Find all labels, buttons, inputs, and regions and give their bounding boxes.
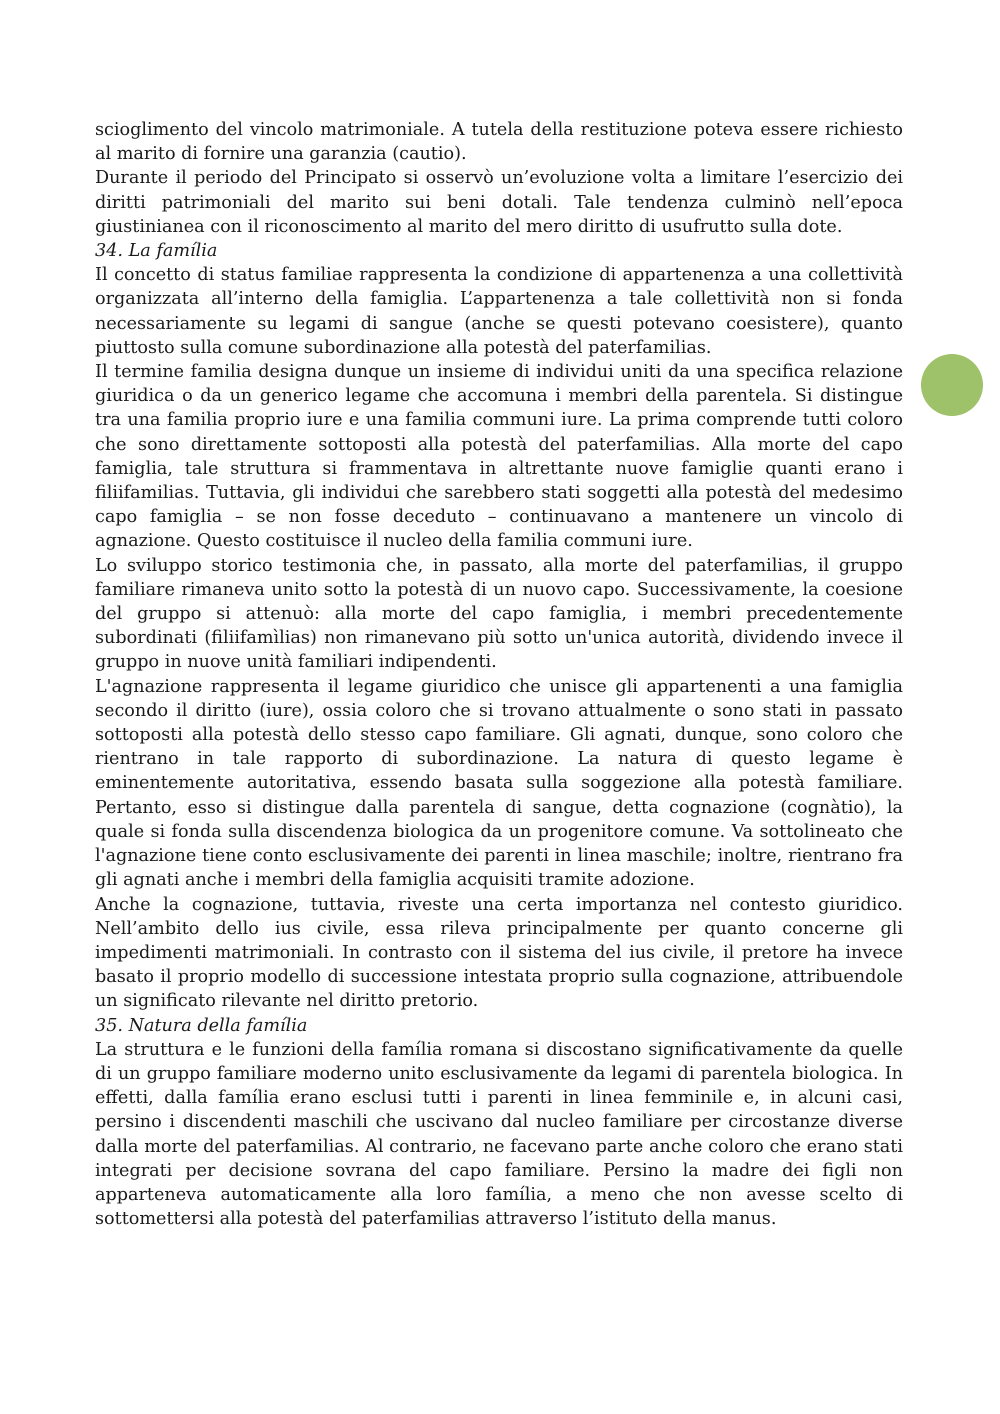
page-marker-dot — [921, 354, 983, 416]
section-heading-34: 34. La família — [95, 241, 218, 262]
paragraph: Lo sviluppo storico testimonia che, in passato, alla morte del paterfamilias, il gruppo familiare rimaneva unito sotto la potestà di un nuovo capo. Successivamente, la coesione del gruppo si attenuò: alla morte del capo famiglia, i membri precedentemente subordinati (filiifamìlias) non rimanevano più sotto un'unica autorità, dividendo invece il gruppo in nuove unità familiari indipendenti. — [95, 555, 903, 673]
paragraph: Il termine familia designa dunque un insieme di individui uniti da una specifica relazione giuridica o da un generico legame che accomuna i membri della parentela. Si distingue tra una familia proprio iure e una familia communi iure. La prima comprende tutti coloro che sono direttamente sottoposti alla potestà del paterfamilias. Alla morte del capo famiglia, tale struttura si frammentava in altrettante nuove famiglie quanti erano i filiifamilias. Tuttavia, gli individui che sarebbero stati soggetti alla potestà del medesimo capo famiglia – se non fosse deceduto – continuavano a mantenere un vincolo di agnazione. Questo costituisce il nucleo della familia communi iure. — [95, 362, 903, 552]
paragraph: L'agnazione rappresenta il legame giuridico che unisce gli appartenenti a una famiglia secondo il diritto (iure), ossia coloro che si trovano attualmente o sono stati in passato sottoposti alla potestà dello stesso capo familiare. Gli agnati, dunque, sono coloro che rientrano in tale rapporto di subordinazione. La natura di questo legame è eminentemente autoritativa, essendo basata sulla soggezione alla potestà familiare. Pertanto, esso si distingue dalla parentela di sangue, detta cognazione (cognàtio), la quale si fonda sulla discendenza biologica da un progenitore comune. Va sottolineato che l'agnazione tiene conto esclusivamente dei parenti in linea maschile; inoltre, rientrano fra gli agnati anche i membri della famiglia acquisiti tramite adozione. — [95, 676, 903, 891]
paragraph: scioglimento del vincolo matrimoniale. A tutela della restituzione poteva essere richiesto al marito di fornire una garanzia (cautio). — [95, 120, 903, 165]
body-text — [95, 118, 903, 1231]
paragraph: La struttura e le funzioni della família romana si discostano significativamente da quelle di un gruppo familiare moderno unito esclusivamente da legami di parentela biologica. In effetti, dalla família erano esclusi tutti i parenti in linea femminile e, in alcuni casi, persino i discendenti maschili che uscivano dal nucleo familiare per circostanze diverse dalla morte del paterfamilias. Al contrario, ne facevano parte anche coloro che erano stati integrati per decisione sovrana del capo familiare. Persino la madre dei figli non apparteneva automaticamente alla loro família, a meno che non avesse scelto di sottomettersi alla potestà del paterfamilias attraverso l’istituto della manus. — [95, 1039, 903, 1230]
paragraph: Durante il periodo del Principato si osservò un’evoluzione volta a limitare l’esercizio dei diritti patrimoniali del marito sui beni dotali. Tale tendenza culminò nell’epoca giustinianea con il riconoscimento al marito del mero diritto di usufrutto sulla dote. — [95, 168, 903, 237]
paragraph: Anche la cognazione, tuttavia, riveste una certa importanza nel contesto giuridico. Nell’ambito dello ius civile, essa rileva principalmente per quanto concerne gli impedimenti matrimoniali. In contrasto con il sistema del ius civile, il pretore ha invece basato il proprio modello di successione intestata proprio sulla cognazione, attribuendole un significato rilevante nel diritto pretorio. — [95, 894, 903, 1012]
paragraph: Il concetto di status familiae rappresenta la condizione di appartenenza a una collettività organizzata all’interno della famiglia. L’appartenenza a tale collettività non si fonda necessariamente su legami di sangue (anche se questi potevano coesistere), quanto piuttosto sulla comune subordinazione alla potestà del paterfamilias. — [95, 265, 903, 358]
section-heading-35: 35. Natura della família — [95, 1015, 308, 1036]
